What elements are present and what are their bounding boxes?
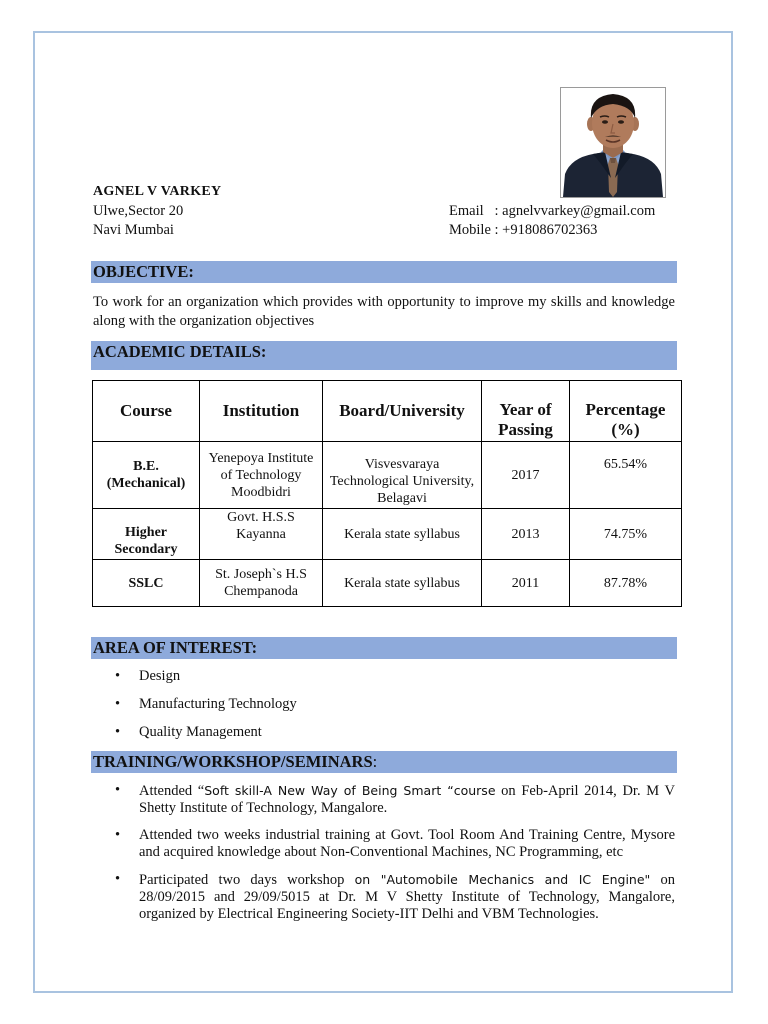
training-heading — [91, 751, 677, 773]
list-item — [93, 871, 675, 923]
training-item-text: course — [453, 783, 496, 798]
training-list — [93, 782, 675, 933]
institution-cell: Govt. H.S.S Kayanna — [200, 509, 323, 560]
list-item: • Attended two weeks industrial training at Govt. Tool Room And Training Centre, Mysore and acquired knowledge about Non-Conventional Machines, NC Programming, etc — [93, 827, 675, 861]
objective-text: To work for an organization which provides with opportunity to improve my skills and knowledge along with the organization objectives — [93, 294, 675, 329]
column-header: Course — [93, 381, 200, 442]
column-header: Year of Passing — [482, 381, 570, 442]
list-item: • Quality Management — [93, 724, 675, 741]
mobile-contact: Mobile : +918086702363 — [449, 222, 598, 238]
interest-heading: AREA OF INTEREST: — [91, 637, 677, 659]
training-item-text: Participated two days workshop — [139, 872, 355, 888]
list-item: • Design — [93, 668, 675, 685]
column-header: Board/University — [323, 381, 482, 442]
percentage-cell: 87.78% — [570, 560, 682, 607]
academic-heading: ACADEMIC DETAILS: — [91, 341, 677, 370]
percentage-cell: 74.75% — [570, 509, 682, 560]
training-item-text: Attended “ — [139, 783, 205, 799]
objective-heading: OBJECTIVE: — [91, 261, 677, 283]
list-item — [93, 782, 675, 817]
year-cell: 2011 — [482, 560, 570, 607]
address-line-2: Navi Mumbai — [93, 222, 174, 238]
institution-cell: Yenepoya Institute of Technology Moodbidri — [200, 442, 323, 509]
board-cell: Kerala state syllabus — [323, 509, 482, 560]
table-row — [93, 442, 682, 509]
email-contact: Email : agnelvvarkey@gmail.com — [449, 203, 656, 219]
course-cell: Higher Secondary — [93, 509, 200, 560]
table-row — [93, 509, 682, 560]
list-item: • Manufacturing Technology — [93, 696, 675, 713]
percentage-cell: 65.54% — [570, 442, 682, 509]
address-line-1: Ulwe,Sector 20 — [93, 203, 184, 219]
board-cell: Kerala state syllabus — [323, 560, 482, 607]
academic-table — [92, 380, 682, 607]
training-heading-colon: : — [372, 752, 378, 771]
year-cell: 2013 — [482, 509, 570, 560]
column-header: Percentage (%) — [570, 381, 682, 442]
profile-photo — [560, 87, 666, 198]
column-header: Institution — [200, 381, 323, 442]
year-cell: 2017 — [482, 442, 570, 509]
institution-cell: St. Joseph`s H.S Chempanoda — [200, 560, 323, 607]
course-cell: B.E. (Mechanical) — [93, 442, 200, 509]
table-header-row — [93, 381, 682, 442]
candidate-name: AGNEL V VARKEY — [93, 184, 222, 199]
training-item-text: on 28/09/2015 and 29/09/5015 at Dr. M V Shetty Institute of Technology, Mangalore, organized by Electrical Engineering Society-IIT Delhi and VBM Technologies. — [139, 872, 675, 922]
table-row — [93, 560, 682, 607]
training-item-text: Soft skill-A New Way of Being Smart “ — [204, 783, 454, 798]
training-item-text: on Feb-April 2014, Dr. M V Shetty Institute of Technology, Mangalore. — [139, 783, 675, 816]
board-cell: Visvesvaraya Technological University, Belagavi — [323, 442, 482, 509]
training-heading-text: TRAINING/WORKSHOP/SEMINARS — [93, 752, 373, 771]
training-item-text: on "Automobile Mechanics and IC Engine" — [354, 872, 651, 887]
course-cell: SSLC — [93, 560, 200, 607]
interest-list — [93, 668, 675, 752]
